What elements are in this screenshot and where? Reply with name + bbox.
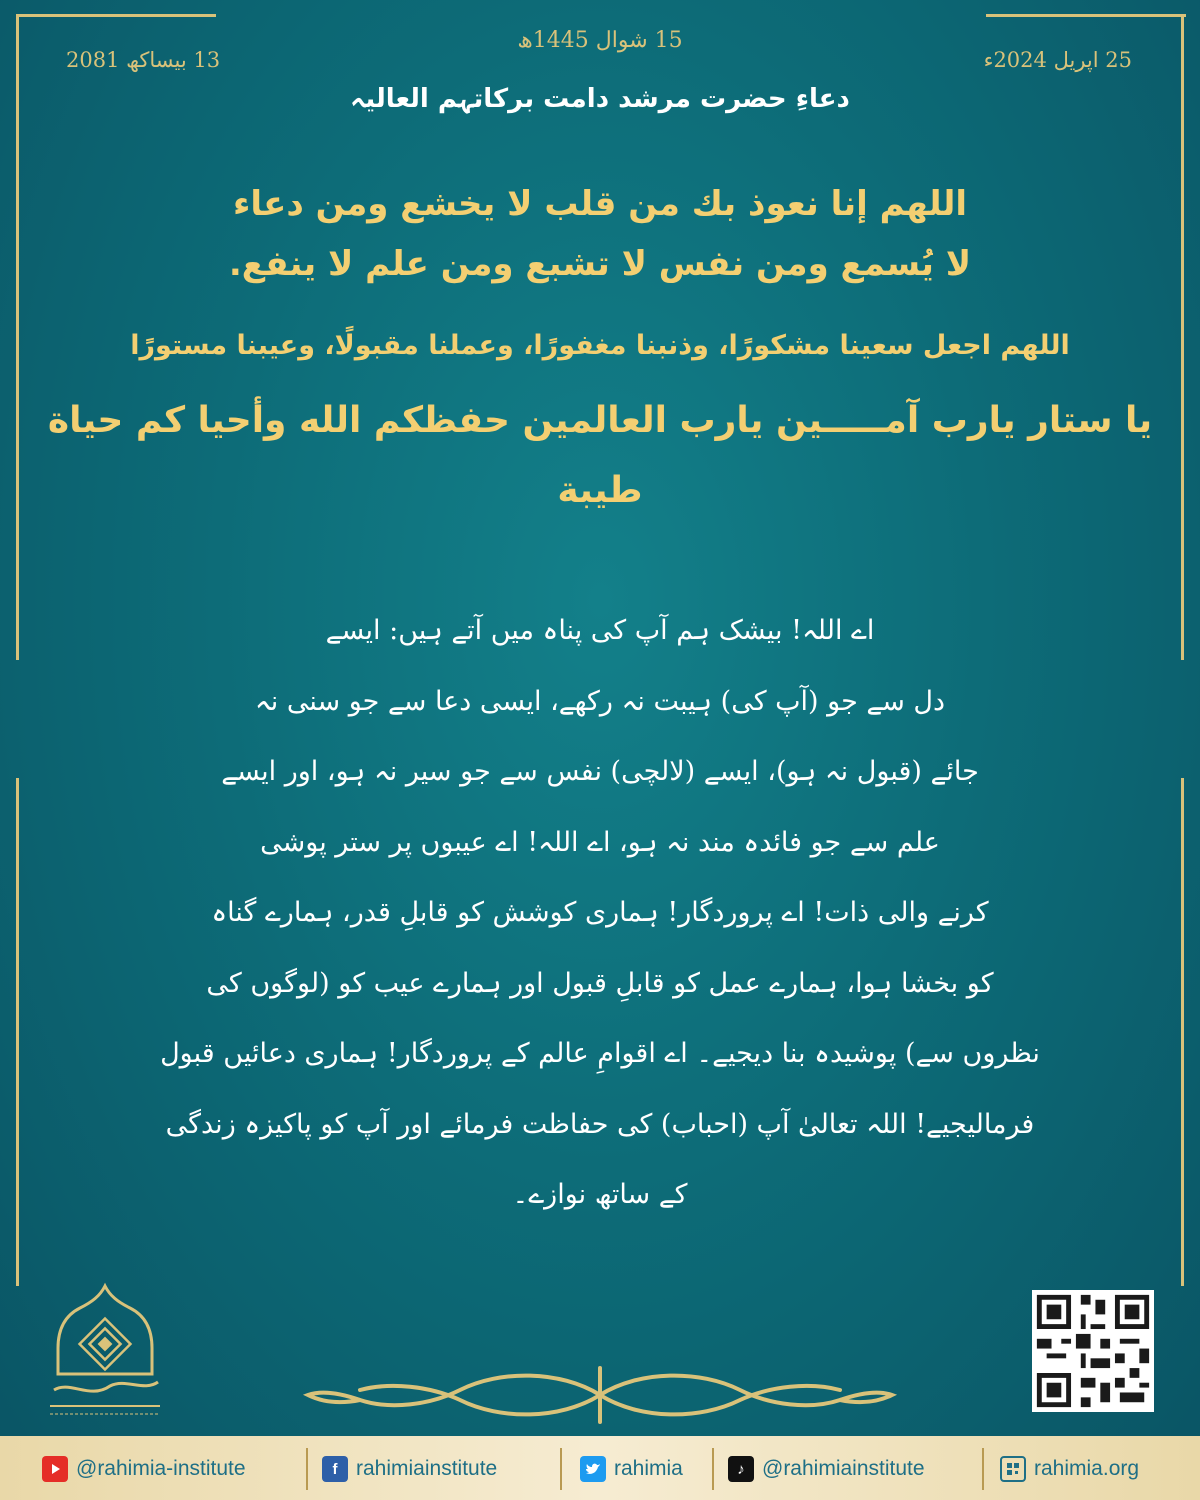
urdu-translation [120,596,1080,1231]
footer-divider [982,1448,984,1490]
urdu-line: نظروں سے) پوشیدہ بنا دیجیے۔ اے اقوامِ عالم کے پروردگار! ہماری دعائیں قبول [160,1038,1040,1069]
qr-code-icon[interactable] [1032,1290,1154,1412]
arabic-dua-line-5: طيبة [557,470,643,511]
arabic-dua-line-2: لا يُسمع ومن نفس لا تشبع ومن علم لا ينفع. [228,244,972,284]
urdu-line: کرنے والی ذات! اے پروردگار! ہماری کوشش کو قابلِ قدر، ہمارے گناہ [211,897,989,928]
frame-top-left [16,14,216,17]
arabic-dua-line-1: اللهم إنا نعوذ بك من قلب لا يخشع ومن دعاء [232,184,968,224]
arabic-dua-line-3: اللهم اجعل سعينا مشكورًا، وذنبنا مغفورًا، وعملنا مقبولًا، وعيبنا مستورًا [130,330,1070,361]
date-gregorian: 25 اپریل 2024ء [983,48,1132,72]
footer-divider [712,1448,714,1490]
facebook-handle: rahimiainstitute [356,1457,498,1480]
website-icon [1000,1456,1026,1482]
frame-left-lower [16,778,19,1286]
ornament-icon [300,1360,900,1430]
twitter-link[interactable] [580,1456,683,1482]
facebook-link[interactable] [322,1456,497,1482]
date-hijri: 15 شوال 1445ھ [517,28,683,53]
tiktok-link[interactable] [728,1456,925,1482]
urdu-line: دل سے جو (آپ کی) ہیبت نہ رکھے، ایسی دعا سے جو سنی نہ [254,685,946,717]
arabic-dua-line-4: يا ستار يارب آمـــــين يارب العالمين حفظكم الله وأحيا كم حياة [47,400,1153,441]
urdu-line: فرمالیجیے! اللہ تعالیٰ آپ (احباب) کی حفاظت فرمائے اور آپ کو پاکیزہ زندگی [165,1108,1035,1140]
youtube-link[interactable] [42,1456,246,1482]
youtube-icon [42,1456,68,1482]
twitter-handle: rahimia [614,1457,683,1480]
youtube-handle: @rahimia-institute [76,1457,246,1480]
urdu-line: کے ساتھ نوازے۔ [512,1179,688,1210]
urdu-line: اے اللہ! بیشک ہم آپ کی پناہ میں آتے ہیں: ایسے [325,615,875,646]
tiktok-handle: @rahimiainstitute [762,1457,925,1480]
urdu-line: علم سے جو فائدہ مند نہ ہو، اے اللہ! اے عیبوں پر ستر پوشی [260,826,940,858]
footer-social-bar [0,1436,1200,1500]
date-desi: 13 بیساکھ 2081 [66,48,221,72]
frame-right-lower [1181,778,1184,1286]
twitter-icon [580,1456,606,1482]
page-title: دعاءِ حضرت مرشد دامت برکاتہم العالیہ [350,84,850,114]
tiktok-icon: ♪ [728,1456,754,1482]
urdu-line: کو بخشا ہوا، ہمارے عمل کو قابلِ قبول اور ہمارے عیب کو (لوگوں کی [206,967,994,999]
footer-divider [560,1448,562,1490]
logo-emblem-icon [40,1282,170,1422]
website-url: rahimia.org [1034,1457,1140,1480]
urdu-line: جائے (قبول نہ ہو)، ایسے (لالچی) نفس سے جو سیر نہ ہو، اور ایسے [221,756,979,787]
frame-top-right [986,14,1186,17]
footer-divider [306,1448,308,1490]
website-link[interactable] [1000,1456,1139,1482]
facebook-icon: f [322,1456,348,1482]
